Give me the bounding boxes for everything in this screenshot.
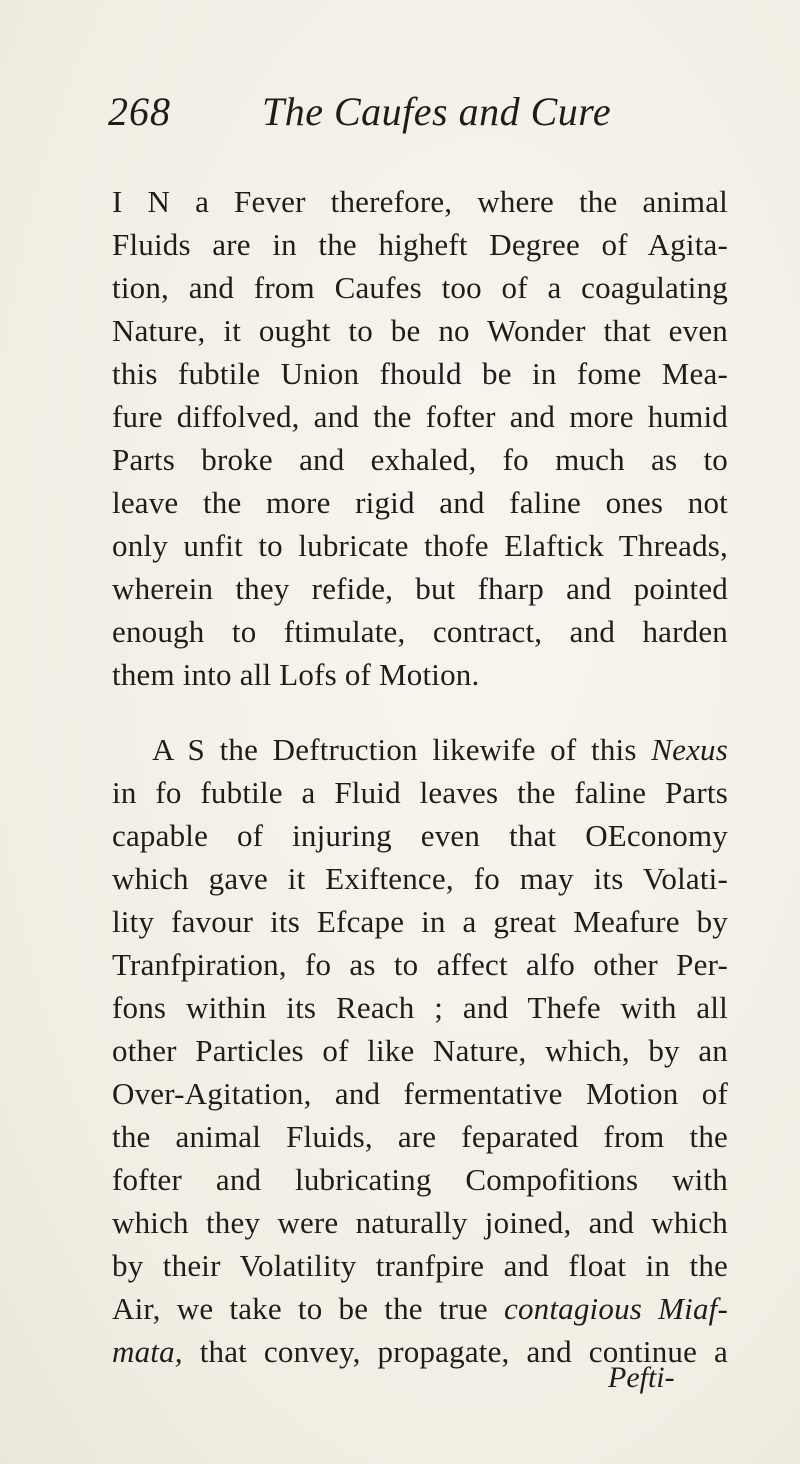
text-line: lity favour its Efcape in a great Meafure by — [112, 904, 728, 939]
text-line: Over-Agitation, and fermentative Motion of — [112, 1076, 728, 1111]
text-line: Tranfpiration, fo as to affect alfo other Per- — [112, 947, 728, 982]
paragraph-1 — [112, 180, 728, 696]
text-line: tion, and from Caufes too of a coagulating — [112, 270, 728, 305]
text-line: this fubtile Union fhould be in fome Mea- — [112, 356, 728, 391]
text-line: in fo fubtile a Fluid leaves the faline Parts — [112, 775, 728, 810]
italic-term: Nexus — [651, 732, 728, 767]
paragraph-2 — [112, 728, 728, 1373]
text-line: wherein they refide, but fharp and pointed — [112, 571, 728, 606]
text-line: the animal Fluids, are feparated from the — [112, 1119, 728, 1154]
text-line: I N a Fever therefore, where the animal — [112, 184, 728, 219]
catchword: Pefti- — [608, 1361, 675, 1394]
text-segment: Air, we take to be the true — [112, 1291, 488, 1326]
text-line: which they were naturally joined, and which — [112, 1205, 728, 1240]
page-header — [0, 88, 800, 148]
page-number: 268 — [108, 89, 171, 134]
text-line: fofter and lubricating Compofitions with — [112, 1162, 728, 1197]
text-segment: that convey, propagate, and continue a — [199, 1334, 728, 1369]
text-line: Nature, it ought to be no Wonder that even — [112, 313, 728, 348]
text-line: them into all Lofs of Motion. — [112, 657, 480, 692]
text-segment: A S the Deftruction likewife of this — [152, 732, 637, 767]
italic-term: contagious Miaf- — [503, 1291, 729, 1326]
text-line: Parts broke and exhaled, fo much as to — [112, 442, 728, 477]
text-line — [112, 728, 728, 771]
text-line: leave the more rigid and faline ones not — [112, 485, 728, 520]
text-line: only unfit to lubricate thofe Elaftick Threads, — [112, 528, 728, 563]
running-title: The Caufes and Cure — [262, 89, 612, 134]
text-line: Fluids are in the higheft Degree of Agita- — [112, 227, 728, 262]
text-line: by their Volatility tranfpire and float in the — [112, 1248, 728, 1283]
text-line: capable of injuring even that OEconomy — [112, 818, 728, 853]
text-line: other Particles of like Nature, which, by an — [112, 1033, 728, 1068]
text-line — [112, 1287, 728, 1330]
text-line: fons within its Reach ; and Thefe with all — [112, 990, 728, 1025]
text-line: enough to ftimulate, contract, and harden — [112, 614, 728, 649]
text-line: which gave it Exiftence, fo may its Volati- — [112, 861, 728, 896]
italic-term: mata, — [112, 1334, 183, 1369]
text-line: fure diffolved, and the fofter and more humid — [112, 399, 728, 434]
